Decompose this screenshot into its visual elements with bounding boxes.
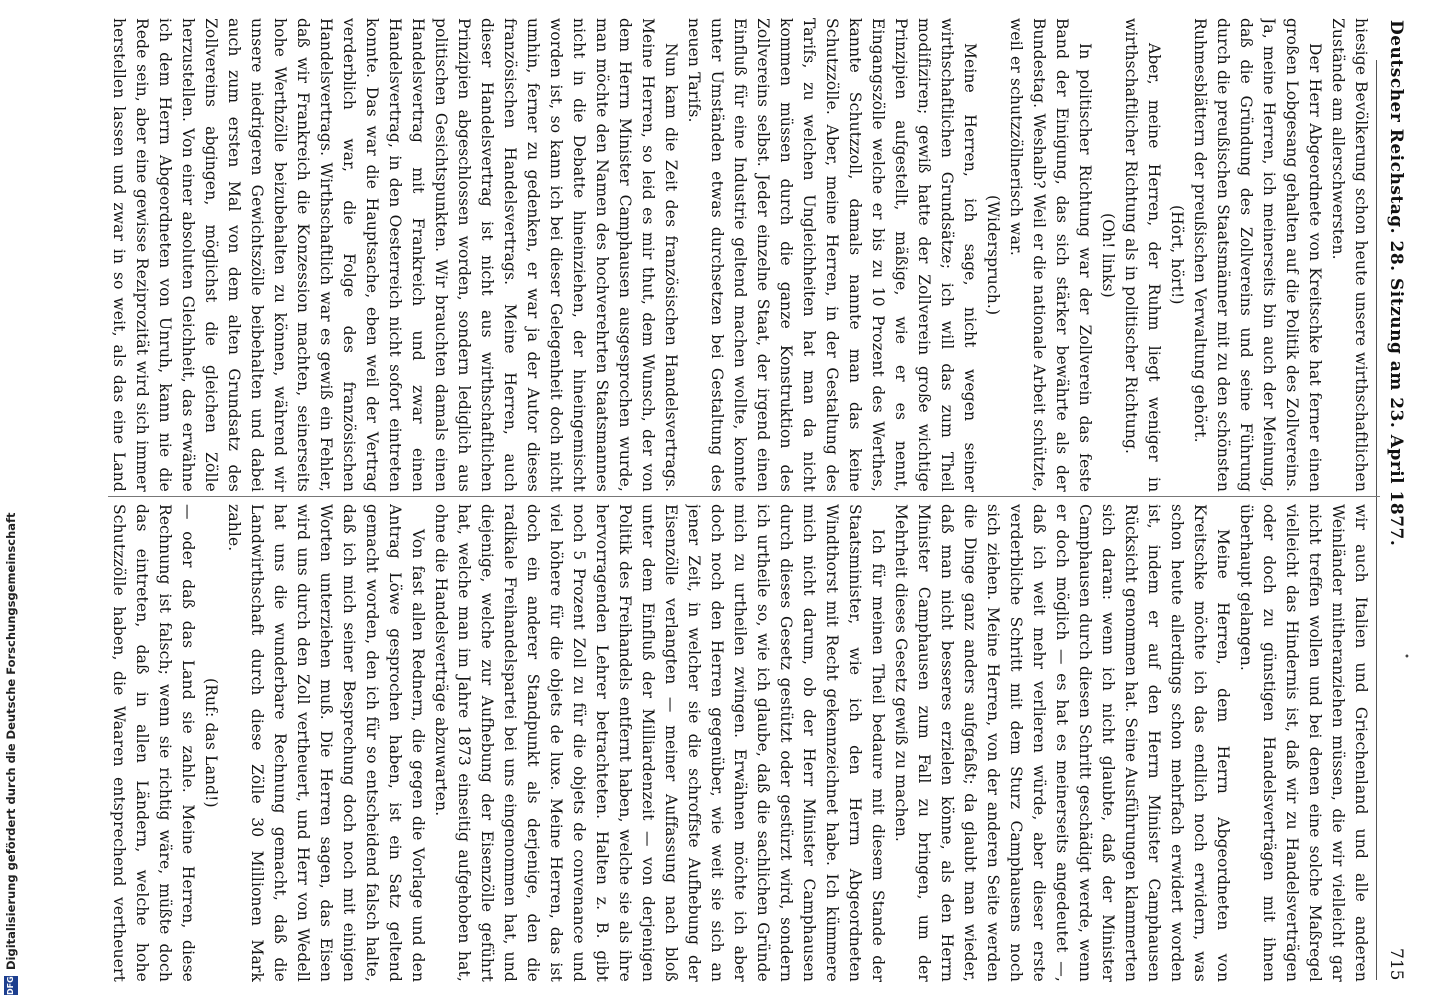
interjection: (Hört, hört!) — [1168, 205, 1186, 305]
paragraph: Der Herr Abgeordnete von Kreitschke hat ferner einen großen Lobgesang gehalten auf die Politik des Zollvereins. Ja, meine Herren, ich meinerseits bin auch der Meinung, daß die Gründung des Zollvereins und seine Führung durch die preußischen Staatsmänner mit zu den schönsten Ruhmesblättern der preußischen Verwaltung gehört. — [1191, 18, 1324, 492]
interjection: (Ruf: das Land!) — [202, 678, 220, 808]
paragraph: Ich für meinen Theil bedaure mit diesem Stande der Staatsminister, wie ich den Herrn Abgeordneten Windthorst mit Recht gekennzeichnet habe. Ich kümmere mich nicht darum, ob der Herr Minister Camphausen durch dieses Gesetz gestützt oder gestürzt wird, sondern ich urtheile so, wie ich glaube, daß die sachlichen Gründe mich zu urtheilen zwingen. Erwähnen möchte ich aber doch noch den Herren gegenüber, wie weit sie sich an jener Zeit, in welcher sie die schroffste Aufhebung der Eisenzölle verlangten — meiner Auffassung nach bloß unter dem Einfluß der Milliardenzeit — von derjenigen Politik des Freihandels entfernt haben, welche sie als ihre hervorragenden Lehrer betrachteten. Halten z. B. gibt noch 5 Prozent Zoll zu für die objets de convenance und viel höhere für die objets de luxe. Meine Herren, das ist doch ein anderer Standpunkt als derjenige, den die radikale Freihandelspartei bei uns eingenommen hat, und diejenige, welche zur Aufhebung der Eisenzölle geführt hat, welche man im Jahre 1873 einseitig aufgehoben hat, ohne die Handelsverträge abzuwarten. — [432, 504, 887, 982]
lower-column — [110, 504, 1372, 982]
header-title: Deutscher Reichstag. 28. Sitzung am 23. April 1877. — [1386, 20, 1406, 547]
paragraph: In politischer Richtung war der Zollverein das feste Band der Einigung, das sich stärker bewährte als der Bundestag. Weshalb? Weil er die nationale Arbeit schützte, weil er schutzzöllnerisch war. — [1007, 18, 1094, 492]
upper-column — [110, 18, 1372, 492]
dfg-logo-icon: DFG — [4, 976, 18, 995]
column-divider — [108, 496, 1380, 497]
paragraph: Aber, meine Herren, der Ruhm liegt weniger in wirthschaftlicher Richtung als in politischer Richtung. — [1122, 18, 1163, 492]
paragraph: — oder daß das Land sie zahle. Meine Herren, diese Rechnung ist falsch; wenn sie richtig wäre, müßte doch das eintreten, daß in allen Ländern, welche hohe Schutzzölle haben, die Waaren entsprechend vertheuert — [110, 504, 197, 982]
paragraph: wir auch Italien und Griechenland und alle anderen Weinländer mitheranziehen müssen, die wir vielleicht gar nicht treffen wollen und bei denen eine solche Maßregel vielleicht das Hindernis ist, daß wir zu Handelsverträgen oder doch zu günstigen Handelsverträgen mit ihnen überhaupt gelangen. — [1237, 504, 1370, 982]
page-number: 715 — [1386, 947, 1406, 980]
header-rule — [1376, 60, 1377, 980]
page-header — [1378, 20, 1414, 980]
paragraph: Von fast allen Rednern, die gegen die Vorlage und den Antrag Löwe gesprochen haben, ist ein Satz geltend gemacht worden, den ich für so entscheidend falsch halte, daß ich mich seiner Besprechung doch noch mit einigen Worten unterziehen muß. Die Herren sagen, das Eisen wird uns durch den Zoll vertheuert, und Herr von Wedell hat uns die wunderbare Rechnung gemacht, daß die Landwirthschaft durch diese Zölle 30 Millionen Mark zahle. — [225, 504, 427, 982]
paragraph: Meine Herren, ich sage, nicht wegen seiner wirthschaftlichen Grundsätze; ich will das zum Theil modifiziren; gewiß hatte der Zollverein große wichtige Prinzipien aufgestellt, mäßige, wie er es nennt, Eingangszölle welche er bis zu 10 Prozent des Werthes, kannte Schutzzoll, damals nannte man das keine Schutzzölle. Aber, meine Herren, in der Gestaltung des Tarifs, zu welchen Ungleichheiten hat man da nicht kommen müssen durch die ganze Konstruktion des Zollvereins selbst. Jeder einzelne Staat, der irgend einen Einfluß für eine Industrie geltend machen wollte, konnte unter Umständen etwas durchsetzen bei Gestaltung des neuen Tarifs. — [685, 18, 979, 492]
digitization-credit — [2, 512, 20, 995]
interjection: (Widerspruch.) — [984, 194, 1002, 316]
paragraph: hiesige Bevölkerung schon heute unsere wirthschaftlichen Zustände am allerschwersten. — [1329, 18, 1370, 492]
paragraph: Meine Herren, dem Herrn Abgeordneten von Kreitschke möchte ich das endlich noch erwidern, was schon heute allerdings schon mehrfach erwidert worden ist, indem er auf den Herrn Minister Camphausen Rücksicht genommen hat. Seine Ausführungen klammerten sich daran: wenn ich nicht glaubte, daß der Minister Camphausen durch diesen Schritt geschädigt werde, wenn er doch möglich — es hat es meinerseits angedeutet —, daß ich weit mehr verlieren würde, aber dieser erste verderbliche Schritt mit dem Sturz Camphausens noch sich ziehen. Meine Herren, von der anderen Seite werden die Dinge ganz anders aufgefaßt; da glaubt man wieder, daß man nicht besseres erzielen könne, als den Herrn Minister Camphausen zum Fall zu bringen, um der Mehrheit dieses Gesetz gewiß zu machen. — [892, 504, 1232, 982]
paragraph: Nun kam die Zeit des französischen Handelsvertrags. Meine Herren, so leid es mir thut, dem Wunsch, der von dem Herrn Minister Camphausen ausgesprochen wurde, man möchte den Namen des hochverehrten Staatsmannes nicht in die Debatte hineinziehen, der hineingemischt worden ist, so kann ich bei dieser Gelegenheit doch nicht umhin, ferner zu gedenken, er war ja der Autor dieses französischen Handelsvertrags. Meine Herren, auch dieser Handelsvertrag ist nicht aus wirthschaftlichen Prinzipien abgeschlossen worden, sondern lediglich aus politischen Gesichtspunkten. Wir brauchten damals einen Handelsvertrag mit Frankreich und zwar einen Handelsvertrag, in den Oesterreich nicht sofort eintreten konnte. Das war die Hauptsache, eben weil der Vertrag verderblich war, die Folge des französischen Handelsvertrags. Wirthschaftlich war es gewiß ein Fehler, daß wir Frankreich die Konzession machten, seinerseits hohe Werthzölle beizubehalten zu können, während wir unsere niedrigeren Gewichtszölle beibehalten und dabei auch zum ersten Mal von dem alten Grundsatz des Zollvereins abgingen, möglichst die gleichen Zölle herzustellen. Von einer absoluten Gleichheit, das erwähne ich dem Herrn Abgeordneten von Unruh, kann nie die Rede sein, aber eine gewisse Reziprozität wird sich immer herstellen lassen und zwar in so weit, als das eine Land — [110, 18, 680, 492]
margin-mark-icon: • — [1404, 652, 1410, 663]
credit-text: Digitalisierung gefördert durch die Deutsche Forschungsgemeinschaft — [4, 512, 18, 971]
interjection: (Oh! links) — [1099, 212, 1117, 298]
